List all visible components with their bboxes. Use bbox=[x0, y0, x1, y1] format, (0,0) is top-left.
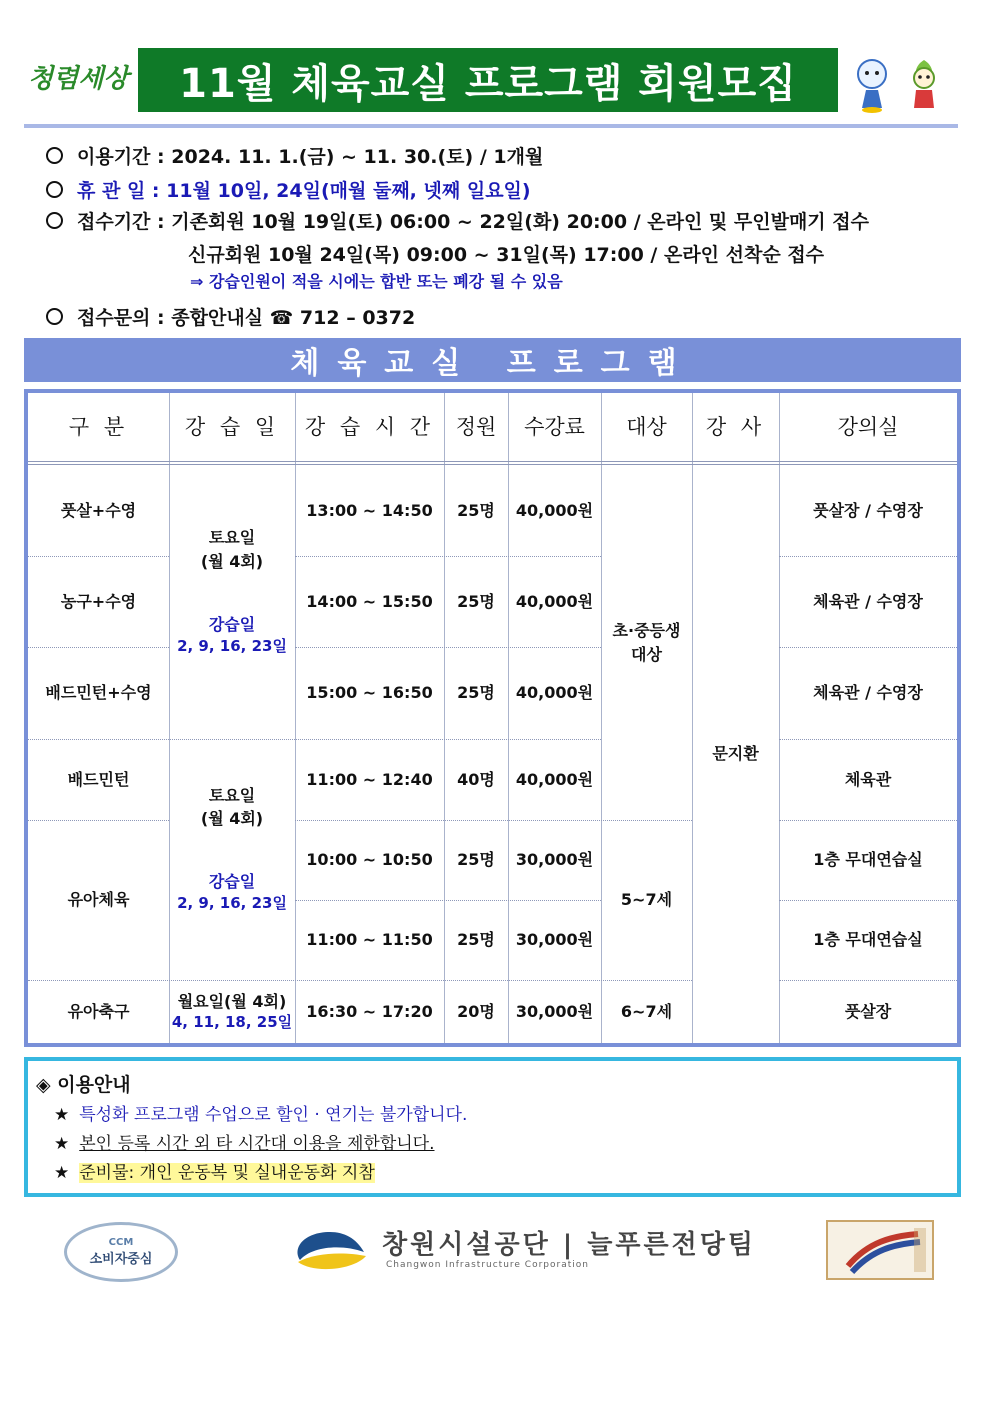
inquiry-value: 종합안내실 ☎ 712 – 0372 bbox=[171, 307, 416, 329]
info-reception bbox=[46, 207, 869, 234]
cleanliness-logo bbox=[28, 58, 133, 118]
holiday-value: 11월 10일, 24일(매월 둘째, 넷째 일요일) bbox=[166, 180, 531, 202]
day-group-a bbox=[169, 465, 295, 739]
header-rule bbox=[28, 461, 957, 462]
row6-fee: 30,000원 bbox=[515, 930, 594, 950]
row2-room: 체육관 / 수영장 bbox=[813, 591, 923, 611]
row1-time: 13:00 ~ 14:50 bbox=[306, 500, 433, 520]
row3-room: 체육관 / 수영장 bbox=[813, 683, 923, 703]
corporation-logo bbox=[290, 1222, 756, 1278]
ccm-text: 소비자중심 bbox=[89, 1252, 153, 1267]
row3-time: 15:00 ~ 16:50 bbox=[306, 683, 433, 703]
star-icon: ★ bbox=[54, 1134, 70, 1154]
reception-note: ⇒ 강습인원이 적을 시에는 합반 또는 폐강 될 수 있음 bbox=[190, 272, 563, 291]
row7-room: 풋살장 bbox=[844, 1001, 892, 1021]
header-room: 강의실 bbox=[837, 414, 899, 439]
program-banner: 체육교실 프로그램 bbox=[24, 338, 961, 382]
row6-time: 11:00 ~ 11:50 bbox=[306, 930, 433, 950]
row1-room: 풋살장 / 수영장 bbox=[813, 500, 923, 520]
header-time: 강 습 시 간 bbox=[304, 414, 435, 439]
child-sport-category: 유아체육 bbox=[67, 890, 130, 910]
bullet-circle-icon bbox=[46, 181, 63, 198]
page-title: 11월 체육교실 프로그램 회원모집 bbox=[138, 48, 838, 112]
header-day: 강 습 일 bbox=[184, 414, 280, 439]
reception-label: 접수기간 : bbox=[77, 211, 165, 233]
row6-capacity: 25명 bbox=[457, 930, 495, 950]
corporation-emblem-icon bbox=[290, 1226, 370, 1274]
info-inquiry bbox=[46, 303, 415, 330]
mascot-images bbox=[848, 56, 958, 118]
blue-mascot-icon bbox=[852, 58, 892, 114]
row1-category: 풋살+수영 bbox=[60, 500, 137, 520]
bullet-circle-icon bbox=[46, 147, 63, 164]
row2-time: 14:00 ~ 15:50 bbox=[306, 591, 433, 611]
row2-category: 농구+수영 bbox=[60, 591, 137, 611]
notice-text: 본인 등록 시간 외 타 시간대 이용을 제한합니다. bbox=[79, 1134, 435, 1154]
day-a-freq: (월 4회) bbox=[200, 551, 264, 571]
corporation-english-name: Changwon Infrastructure Corporation bbox=[386, 1260, 589, 1270]
ccm-logo bbox=[64, 1222, 178, 1282]
row5-room: 1층 무대연습실 bbox=[813, 850, 923, 870]
reception-existing: 기존회원 10월 19일(토) 06:00 ~ 22일(화) 20:00 / 온라인 및 무인발매기 접수 bbox=[171, 211, 869, 233]
row7-fee: 30,000원 bbox=[515, 1001, 594, 1021]
header-divider bbox=[24, 124, 958, 128]
day-a-day: 토요일 bbox=[208, 528, 256, 548]
row4-time: 11:00 ~ 12:40 bbox=[306, 769, 433, 789]
row7-capacity: 20명 bbox=[457, 1001, 495, 1021]
header-category: 구 분 bbox=[68, 414, 129, 439]
info-holiday bbox=[46, 176, 531, 203]
star-icon: ★ bbox=[54, 1163, 70, 1183]
row2-capacity: 25명 bbox=[457, 591, 495, 611]
reception-new: 신규회원 10월 24일(목) 09:00 ~ 31일(목) 17:00 / 온라인 선착순 접수 bbox=[188, 244, 825, 266]
notice-item bbox=[54, 1158, 375, 1183]
row4-category: 배드민턴 bbox=[67, 769, 130, 789]
certification-badge bbox=[826, 1220, 934, 1280]
row5-time: 10:00 ~ 10:50 bbox=[306, 850, 433, 870]
row7-category: 유아축구 bbox=[67, 1001, 130, 1021]
bullet-circle-icon bbox=[46, 308, 63, 325]
day-c-dates: 4, 11, 18, 25일 bbox=[171, 1013, 293, 1032]
row2-fee: 40,000원 bbox=[515, 591, 594, 611]
row7-time: 16:30 ~ 17:20 bbox=[306, 1001, 433, 1021]
corporation-name: 창원시설공단 | 늘푸른전당팀 bbox=[382, 1230, 756, 1260]
header-capacity: 정원 bbox=[455, 414, 497, 439]
notice-item bbox=[54, 1100, 467, 1125]
day-b-freq: (월 4회) bbox=[200, 809, 264, 829]
day-b-label: 강습일 bbox=[208, 872, 256, 892]
notice-text: 특성화 프로그램 수업으로 할인 · 연기는 불가합니다. bbox=[79, 1105, 468, 1125]
info-period bbox=[46, 142, 543, 169]
header-fee: 수강료 bbox=[524, 414, 585, 439]
row5-capacity: 25명 bbox=[457, 850, 495, 870]
logo-text: 청렴세상 bbox=[28, 64, 129, 94]
row4-fee: 40,000원 bbox=[515, 769, 594, 789]
inquiry-label: 접수문의 : bbox=[77, 307, 165, 329]
day-a-label: 강습일 bbox=[208, 614, 256, 634]
target-age-5-7: 5~7세 bbox=[620, 890, 673, 910]
period-value: 2024. 11. 1.(금) ~ 11. 30.(토) / 1개월 bbox=[171, 146, 544, 168]
row3-fee: 40,000원 bbox=[515, 683, 594, 703]
notice-item bbox=[54, 1129, 435, 1154]
day-b-day: 토요일 bbox=[208, 785, 256, 805]
program-table bbox=[24, 389, 961, 1047]
day-group-c bbox=[169, 980, 295, 1043]
holiday-label: 휴 관 일 : bbox=[77, 180, 160, 202]
row5-fee: 30,000원 bbox=[515, 850, 594, 870]
notice-title: ◈ 이용안내 bbox=[36, 1074, 131, 1096]
notice-text: 준비물: 개인 운동복 및 실내운동화 지참 bbox=[79, 1163, 375, 1183]
bullet-circle-icon bbox=[46, 212, 63, 229]
certification-emblem-icon bbox=[828, 1222, 932, 1278]
day-a-dates: 2, 9, 16, 23일 bbox=[177, 636, 287, 655]
day-group-b bbox=[169, 739, 295, 980]
target-age-6-7: 6~7세 bbox=[620, 1001, 673, 1021]
green-mascot-icon bbox=[904, 58, 944, 114]
row4-room: 체육관 bbox=[844, 769, 892, 789]
star-icon: ★ bbox=[54, 1105, 70, 1125]
ccm-top: CCM bbox=[108, 1237, 134, 1248]
target-students: 초·중등생 대상 bbox=[612, 621, 681, 664]
header-instructor: 강 사 bbox=[705, 414, 766, 439]
row3-capacity: 25명 bbox=[457, 683, 495, 703]
row3-category: 배드민턴+수영 bbox=[45, 683, 152, 703]
header-target: 대상 bbox=[626, 414, 667, 439]
row1-capacity: 25명 bbox=[457, 500, 495, 520]
row4-capacity: 40명 bbox=[457, 769, 495, 789]
day-b-dates: 2, 9, 16, 23일 bbox=[177, 894, 287, 913]
day-c-day: 월요일(월 4회) bbox=[177, 991, 287, 1011]
row6-room: 1층 무대연습실 bbox=[813, 930, 923, 950]
period-label: 이용기간 : bbox=[77, 146, 165, 168]
row1-fee: 40,000원 bbox=[515, 500, 594, 520]
instructor-name: 문지환 bbox=[712, 744, 759, 764]
